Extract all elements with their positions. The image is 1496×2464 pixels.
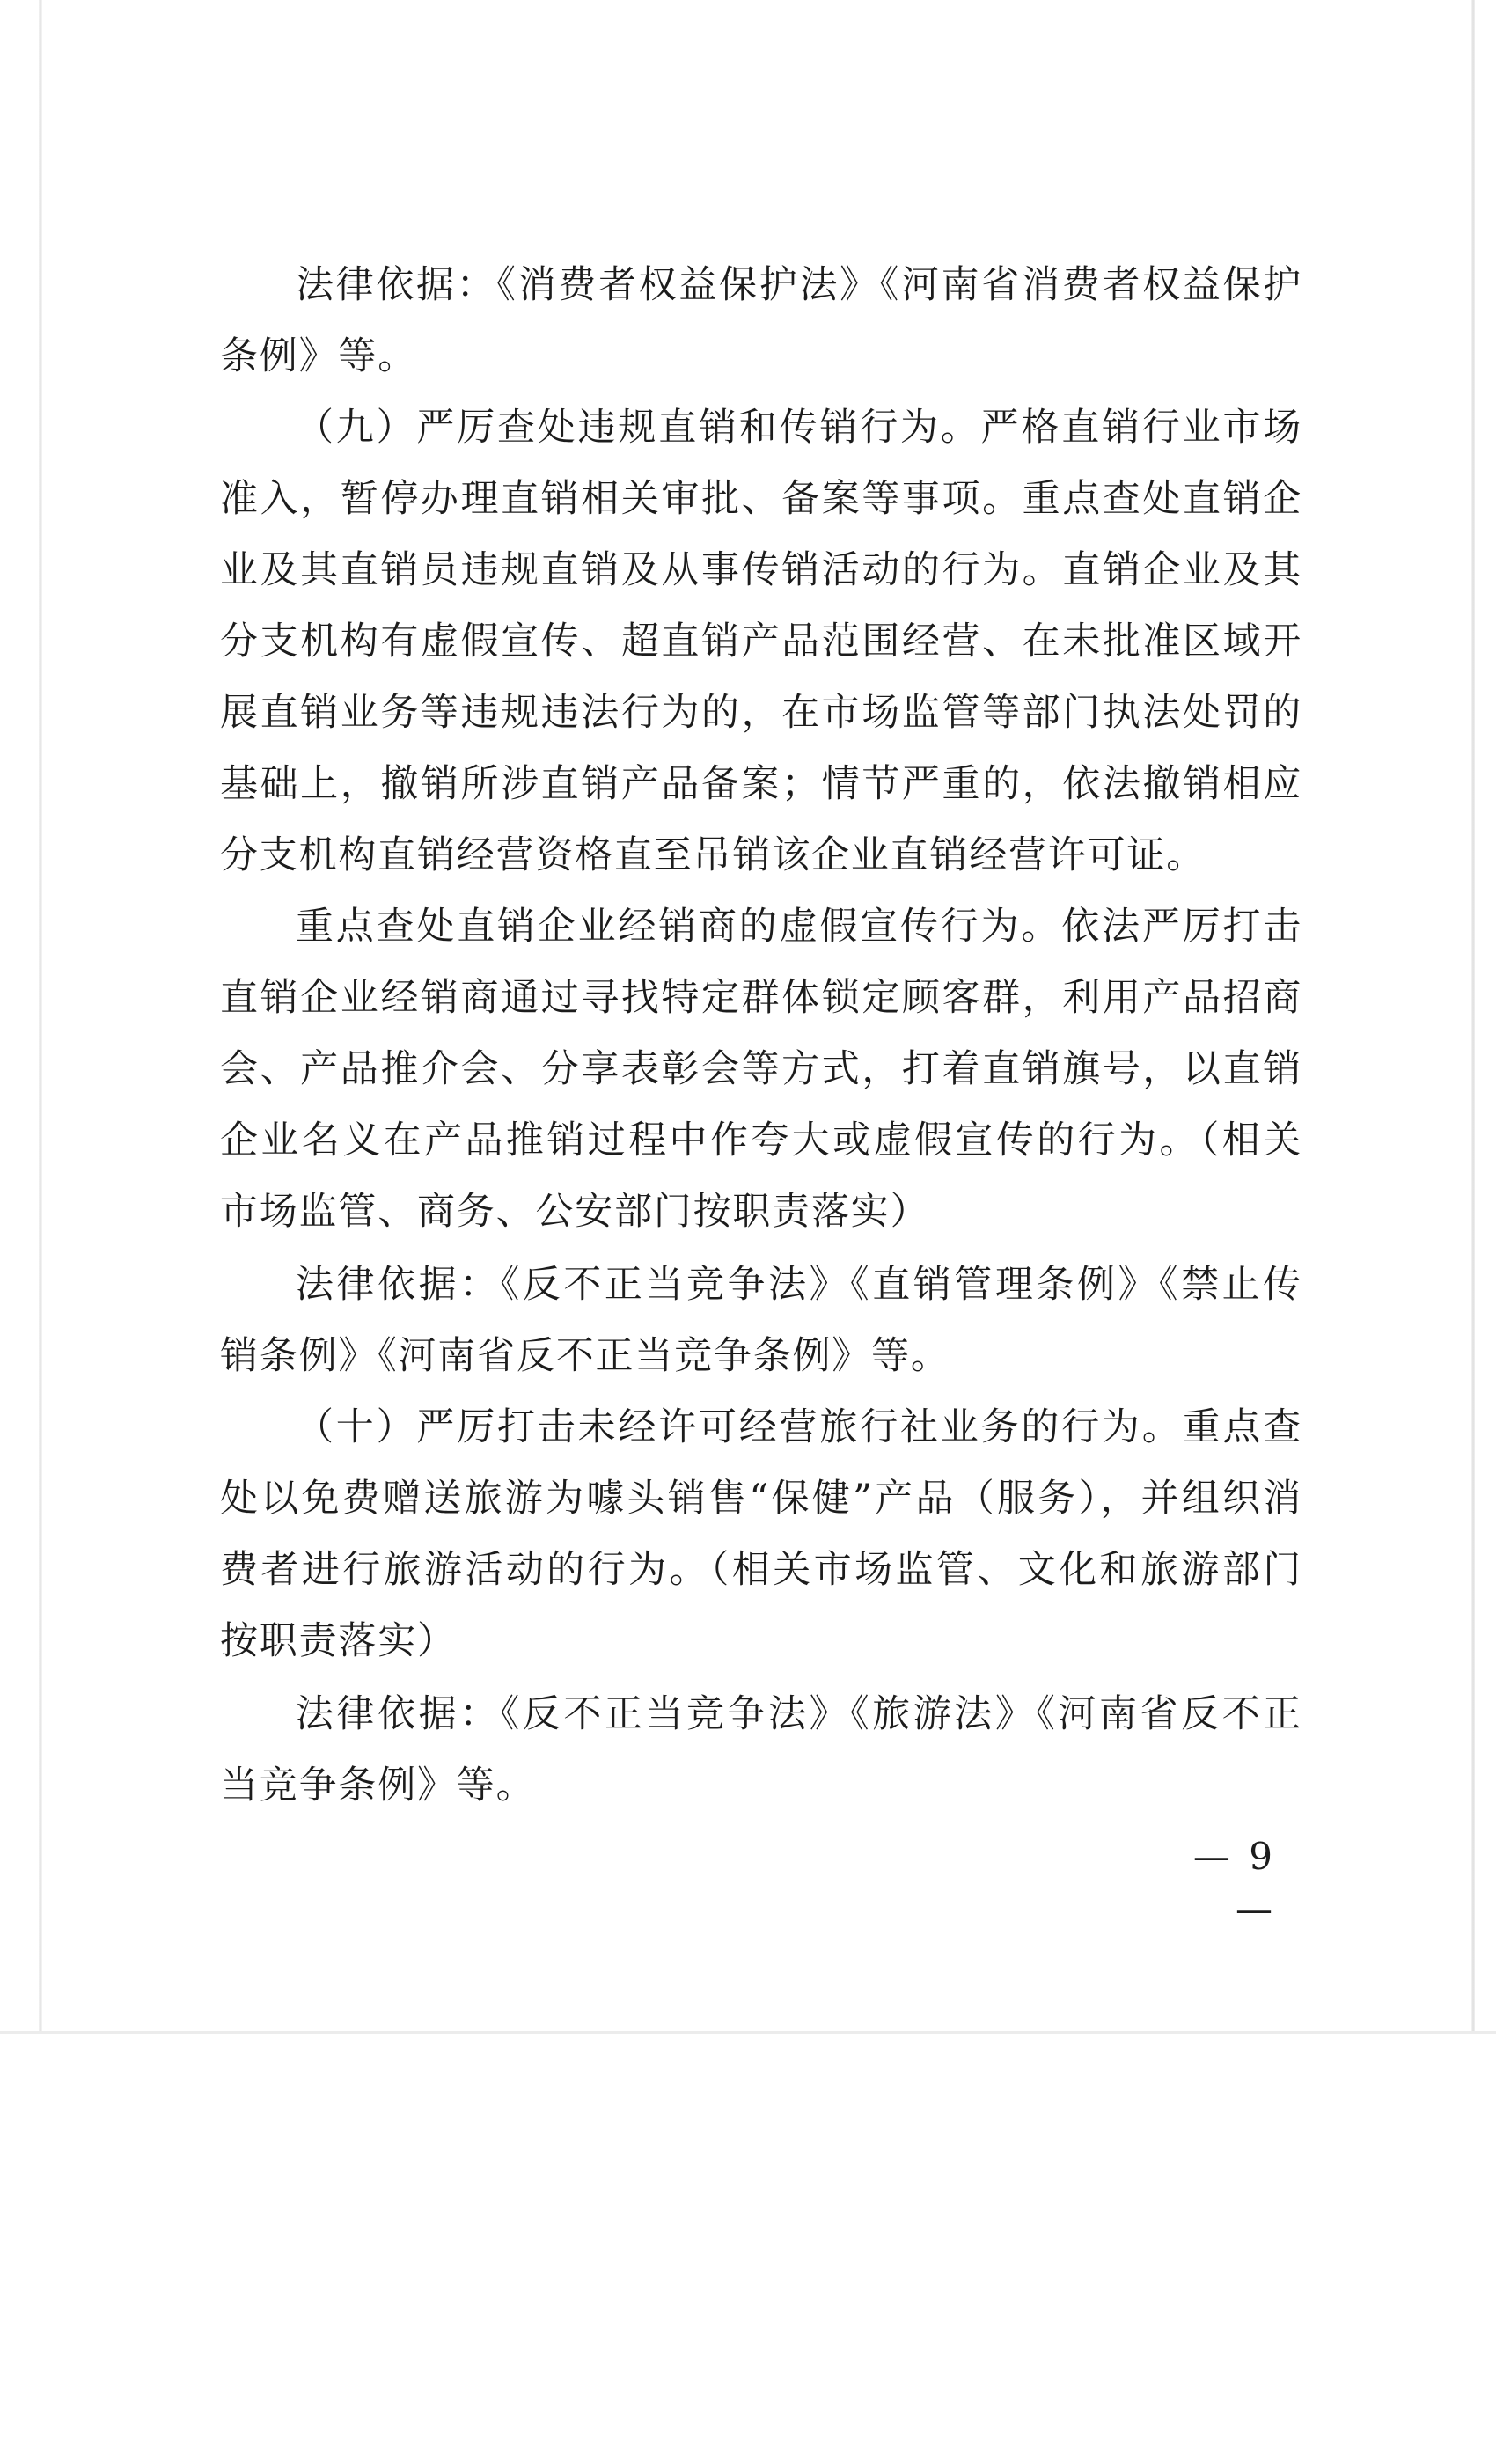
- legal-basis-direct-selling: 法律依据：《反不正当竞争法》《直销管理条例》《禁止传销条例》《河南省反不正当竞争条例》等。: [220, 1263, 1302, 1378]
- legal-basis-tourism: 法律依据：《反不正当竞争法》《旅游法》《河南省反不正当竞争条例》等。: [220, 1692, 1302, 1808]
- page-number: — 9 —: [1192, 1835, 1276, 1931]
- direct-selling-distributor-paragraph: 重点查处直销企业经销商的虚假宣传行为。依法严厉打击直销企业经销商通过寻找特定群体锁定顾客群，利用产品招商会、产品推介会、分享表彰会等方式，打着直销旗号，以直销企业名义在产品推销过程中作夸大或虚假宣传的行为。（相关市场监管、商务、公安部门按职责落实）: [220, 905, 1302, 1234]
- section-ten-travel-agency: （十）严厉打击未经许可经营旅行社业务的行为。重点查处以免费赠送旅游为噱头销售“保健”产品（服务），并组织消费者进行旅游活动的行为。（相关市场监管、文化和旅游部门按职责落实）: [220, 1405, 1302, 1663]
- page-edge-bottom: [0, 2031, 1496, 2034]
- legal-basis-consumer-rights: 法律依据：《消费者权益保护法》《河南省消费者权益保护条例》等。: [220, 263, 1302, 378]
- page-edge-right: [1471, 0, 1475, 2033]
- section-nine-direct-selling: （九）严厉查处违规直销和传销行为。严格直销行业市场准入，暂停办理直销相关审批、备案等事项。重点查处直销企业及其直销员违规直销及从事传销活动的行为。直销企业及其分支机构有虚假宣传、超直销产品范围经营、在未批准区域开展直销业务等违规违法行为的，在市场监管等部门执法处罚的基础上，撤销所涉直销产品备案；情节严重的，依法撤销相应分支机构直销经营资格直至吊销该企业直销经营许可证。: [220, 406, 1302, 877]
- document-body: [220, 248, 1302, 1822]
- page-edge-left: [39, 0, 42, 2033]
